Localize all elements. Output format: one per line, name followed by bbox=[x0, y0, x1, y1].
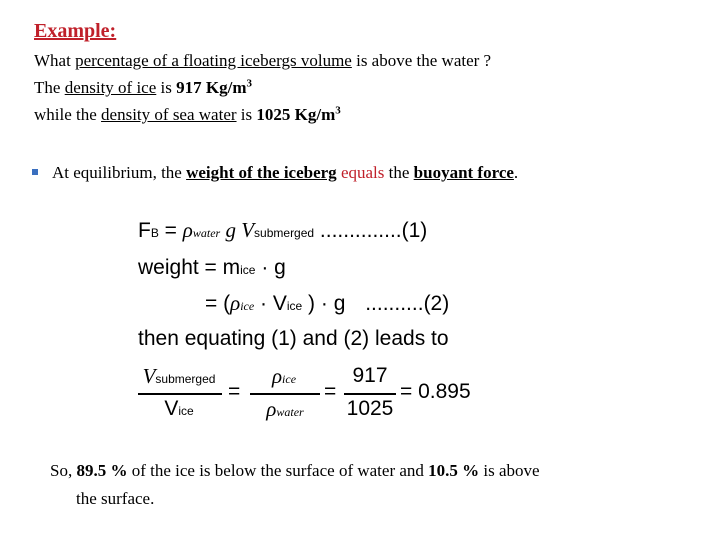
fraction-equation bbox=[138, 364, 478, 430]
frac2-den-rho: ρ bbox=[266, 397, 277, 421]
water-density-exp: 3 bbox=[335, 104, 341, 117]
summary-line-2: the surface. bbox=[76, 489, 155, 508]
q3-underlined: density of sea water bbox=[101, 105, 237, 124]
summary-b: of the ice is below the surface of water and bbox=[127, 461, 429, 480]
equation-4-text: then equating (1) and (2) leads to bbox=[138, 327, 449, 350]
v-ice-subscript: ice bbox=[286, 299, 303, 313]
ice-density-value bbox=[176, 78, 252, 97]
frac1-submerged: submerged bbox=[155, 372, 216, 386]
eq3-close: ) · g bbox=[302, 292, 346, 315]
water-density-value bbox=[256, 105, 340, 124]
q1-text-a: What bbox=[34, 51, 76, 70]
q3-text-a: while the bbox=[34, 105, 102, 124]
eq2-tail: · g bbox=[255, 256, 286, 279]
submerged-subscript: submerged bbox=[254, 226, 315, 240]
eq3-open: = ( bbox=[205, 292, 231, 315]
frac3-bar bbox=[344, 393, 396, 395]
frac3-denominator: 1025 bbox=[346, 397, 394, 420]
eq1-equals: = bbox=[158, 219, 183, 242]
frac-equals-2: = bbox=[324, 380, 337, 403]
frac1-numerator bbox=[138, 364, 220, 389]
water-density-number: 1025 Kg/m bbox=[256, 105, 336, 124]
weight-lhs: weight = m bbox=[138, 256, 241, 279]
frac2-ice: ice bbox=[282, 372, 297, 386]
q2-text-b: is bbox=[156, 78, 177, 97]
ice-density-number: 917 Kg/m bbox=[176, 78, 247, 97]
ice-subscript: ice bbox=[240, 263, 256, 277]
q3-text-b: is bbox=[236, 105, 257, 124]
equation-2 bbox=[138, 256, 286, 280]
summary-paragraph bbox=[50, 457, 540, 513]
q1-text-b: is above the water ? bbox=[351, 51, 492, 70]
frac1-den-v: V bbox=[164, 397, 179, 420]
bullet-equals: equals bbox=[336, 163, 385, 182]
equation-3 bbox=[205, 291, 449, 316]
frac3-numerator: 917 bbox=[352, 364, 388, 387]
summary-line-1 bbox=[50, 457, 540, 485]
frac2-water: water bbox=[276, 405, 304, 419]
bullet-square-icon bbox=[32, 169, 38, 175]
q1-underlined: percentage of a floating icebergs volume bbox=[75, 51, 352, 70]
frac1-denominator bbox=[138, 397, 220, 421]
frac1-ice: ice bbox=[178, 404, 194, 418]
frac2-bar bbox=[250, 393, 320, 395]
frac1-bar bbox=[138, 393, 222, 395]
fb-subscript: B bbox=[150, 226, 159, 240]
bullet-buoyant: buoyant force bbox=[413, 163, 514, 182]
q2-text-a: The bbox=[34, 78, 65, 97]
water-subscript: water bbox=[192, 226, 221, 240]
above-percentage: 10.5 % bbox=[428, 461, 480, 480]
result-value: = 0.895 bbox=[400, 380, 471, 403]
ice-density-exp: 3 bbox=[246, 77, 252, 90]
slide-title: Example: bbox=[34, 20, 117, 42]
bullet-text-b: the bbox=[384, 163, 414, 182]
v-symbol: V bbox=[241, 218, 255, 242]
bullet-text-a: At equilibrium, the bbox=[52, 163, 187, 182]
frac2-denominator bbox=[250, 397, 320, 422]
question-line-3 bbox=[34, 103, 341, 127]
below-percentage: 89.5 % bbox=[76, 461, 128, 480]
frac-equals-1: = bbox=[228, 380, 241, 403]
eq2-label: ..........(2) bbox=[365, 292, 450, 315]
frac2-rho: ρ bbox=[271, 364, 283, 388]
frac1-v: V bbox=[142, 364, 156, 388]
g-symbol: g bbox=[220, 218, 242, 242]
q2-underlined: density of ice bbox=[64, 78, 157, 97]
eq3-v: · V bbox=[254, 292, 287, 315]
fb-symbol: F bbox=[138, 219, 151, 242]
rho-water: ρ bbox=[182, 218, 193, 242]
rho-ice: ρ bbox=[230, 291, 241, 315]
frac2-numerator bbox=[250, 364, 318, 389]
bullet-point bbox=[32, 163, 518, 183]
equation-1 bbox=[138, 218, 427, 243]
eq1-label: ..............(1) bbox=[314, 219, 428, 242]
bullet-text-c: . bbox=[513, 163, 519, 182]
question-line-1 bbox=[34, 49, 491, 73]
summary-c: is above bbox=[479, 461, 540, 480]
summary-a: So, bbox=[50, 461, 77, 480]
rho-ice-subscript: ice bbox=[240, 299, 255, 313]
question-line-2 bbox=[34, 76, 252, 100]
bullet-weight: weight of the iceberg bbox=[186, 163, 337, 182]
